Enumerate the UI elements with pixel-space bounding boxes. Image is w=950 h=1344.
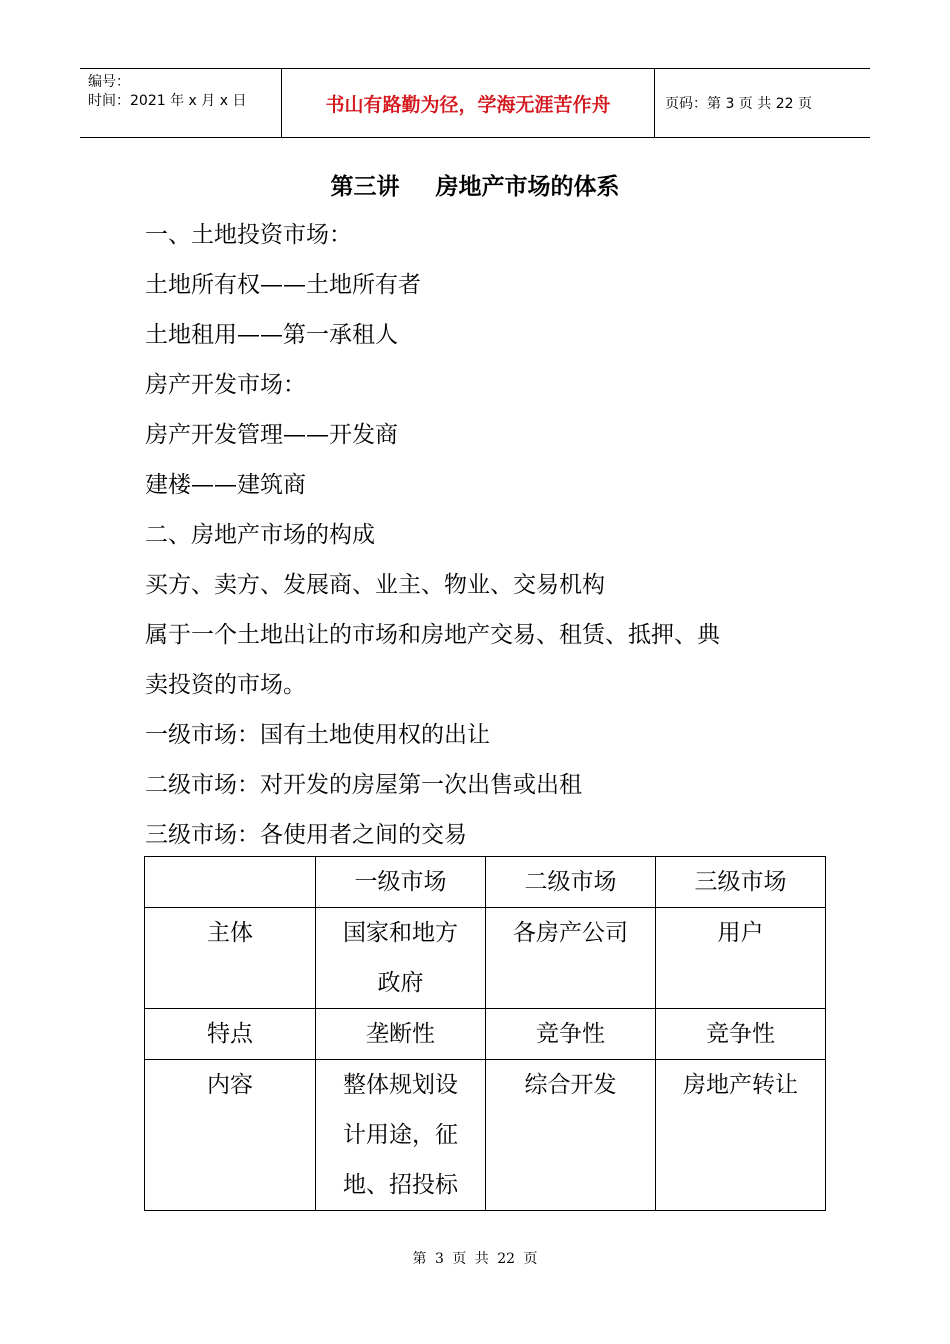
- table-header-row: [145, 857, 826, 908]
- paragraph: 三级市场：各使用者之间的交易: [145, 822, 467, 848]
- table-cell-text: 整体规划设 计用途，征 地、招投标: [343, 1072, 458, 1198]
- paragraph: 房产开发市场：: [145, 372, 306, 398]
- table-row-label: 特点: [145, 1009, 316, 1060]
- table-cell-text: 房地产转让: [683, 1072, 798, 1098]
- table-cell: [316, 1009, 486, 1060]
- table-cell: [656, 908, 826, 1009]
- table-cell-text: 用户: [717, 920, 764, 946]
- table-header-cell: [145, 857, 316, 908]
- table-row: [145, 1060, 826, 1211]
- table-row-label: 主体: [145, 908, 316, 1009]
- paragraph: 一级市场：国有土地使用权的出让: [145, 722, 490, 748]
- header-meta: [80, 69, 282, 137]
- paragraph: 属于一个土地出让的市场和房地产交易、租赁、抵押、典: [145, 622, 720, 648]
- table-cell: [486, 908, 656, 1009]
- document-number-label: 编号：: [88, 74, 130, 90]
- table-header-cell: 一级市场: [316, 857, 486, 908]
- table-cell: [316, 908, 486, 1009]
- table-cell-text: 竞争性: [536, 1021, 605, 1047]
- table-row: [145, 908, 826, 1009]
- table-cell: [486, 1009, 656, 1060]
- header-motto: 书山有路勤为径，学海无涯苦作舟: [282, 69, 655, 137]
- paragraph: 二、房地产市场的构成: [145, 522, 375, 548]
- title-topic: 房地产市场的体系: [435, 174, 620, 200]
- table-row-label: 内容: [145, 1060, 316, 1211]
- paragraph: 买方、卖方、发展商、业主、物业、交易机构: [145, 572, 605, 598]
- table-row: [145, 1009, 826, 1060]
- market-comparison-table: [144, 856, 826, 1211]
- table-cell-text: 综合开发: [524, 1072, 617, 1098]
- paragraph: 建楼——建筑商: [145, 472, 306, 498]
- paragraph: 二级市场：对开发的房屋第一次出售或出租: [145, 772, 582, 798]
- document-date-label: 时间：2021 年 x 月 x 日: [88, 93, 247, 109]
- table-cell: [656, 1060, 826, 1211]
- paragraph: 房产开发管理——开发商: [145, 422, 398, 448]
- table-cell: [316, 1060, 486, 1211]
- document-body: [145, 210, 825, 860]
- paragraph: 一、土地投资市场：: [145, 222, 352, 248]
- title-lecture-number: 第三讲: [330, 174, 400, 200]
- table-header-cell: 二级市场: [486, 857, 656, 908]
- paragraph: 卖投资的市场。: [145, 672, 306, 698]
- header-page-info: 页码：第 3 页 共 22 页: [665, 96, 812, 112]
- table-cell-text: 垄断性: [366, 1021, 435, 1047]
- page-header: [80, 68, 870, 138]
- paragraph: 土地所有权——土地所有者: [145, 272, 421, 298]
- table-cell: [656, 1009, 826, 1060]
- table-cell-text: 竞争性: [706, 1021, 775, 1047]
- table-cell: [486, 1060, 656, 1211]
- table-cell-text: 各房产公司: [513, 920, 628, 946]
- table-cell-text: 国家和地方 政府: [343, 920, 458, 996]
- page-footer: 第 3 页 共 22 页: [412, 1251, 538, 1267]
- table-header-cell: 三级市场: [656, 857, 826, 908]
- page-title: [0, 168, 950, 201]
- paragraph: 土地租用——第一承租人: [145, 322, 398, 348]
